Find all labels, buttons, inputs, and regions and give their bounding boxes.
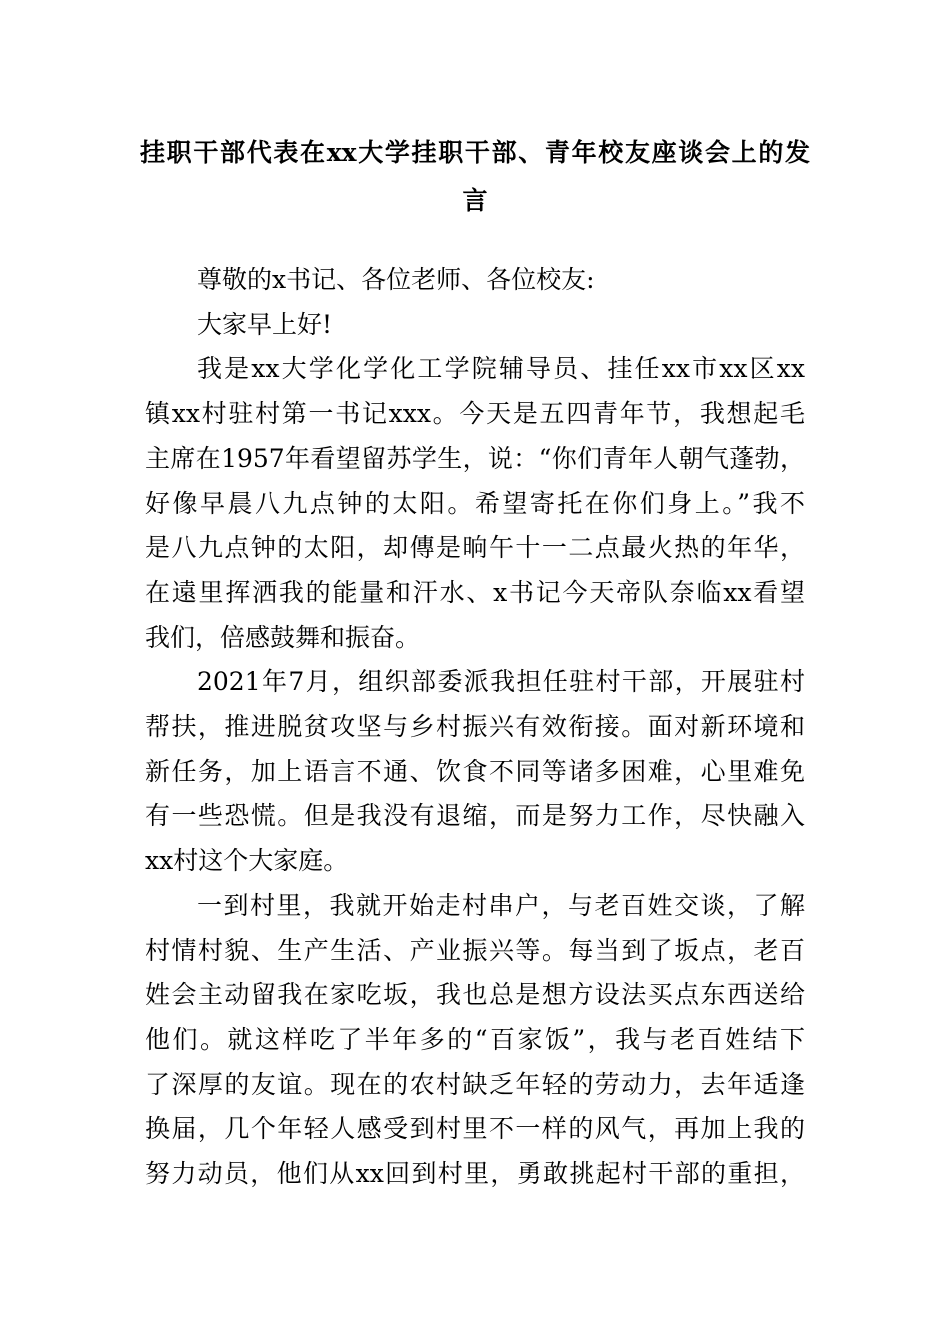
body-text-line: 好像早晨八九点钟的太阳。希望寄托在你们身上。”我不 bbox=[145, 488, 805, 518]
body-text-line: 镇xx村驻村第一书记xxx。今天是五四青年节，我想起毛 bbox=[145, 399, 805, 429]
document-title-line-2: 言 bbox=[462, 186, 488, 215]
body-text-line: 主席在1957年看望留苏学生，说：“你们青年人朝气蓬勃， bbox=[145, 443, 805, 473]
body-text-line: 换届，几个年轻人感受到村里不一样的风气，再加上我的 bbox=[145, 1114, 805, 1144]
body-text-line: 他们。就这样吃了半年多的“百家饭”，我与老百姓结下 bbox=[145, 1024, 805, 1054]
body-text-line: 了深厚的友谊。现在的农村缺乏年轻的劳动力，去年适逢 bbox=[145, 1069, 805, 1099]
body-text-line: 新任务，加上语言不通、饮食不同等诸多困难，心里难免 bbox=[145, 756, 805, 786]
body-text-line: 是八九点钟的太阳，却傳是晌午十一二点最火热的年华， bbox=[145, 533, 805, 563]
body-text-line: 有一些恐慌。但是我没有退缩，而是努力工作，尽快融入 bbox=[145, 801, 805, 831]
body-text-line: 姓会主动留我在家吃坂，我也总是想方设法买点东西送给 bbox=[145, 980, 805, 1010]
document-title-line-1: 挂职干部代表在xx大学挂职干部、青年校友座谈会上的发 bbox=[140, 138, 810, 167]
body-text-line: 努力动员，他们从xx回到村里，勇敢挑起村干部的重担， bbox=[145, 1159, 805, 1188]
body-text-line: xx村这个大家庭。 bbox=[145, 846, 349, 876]
body-text-line: 帮扶，推进脱贫攻坚与乡村振兴有效衔接。面对新环境和 bbox=[145, 712, 805, 741]
body-text-line: 我是xx大学化学化工学院辅导员、挂任xx市xx区xx bbox=[197, 354, 805, 384]
body-text-line: 我们，倍感鼓舞和振奋。 bbox=[145, 622, 421, 652]
body-text-line: 村情村貌、生产生活、产业振兴等。每当到了坂点，老百 bbox=[145, 935, 805, 965]
body-text-line: 尊敬的x书记、各位老师、各位校友: bbox=[197, 265, 595, 294]
body-text-line: 一到村里，我就开始走村串户，与老百姓交谈，了解 bbox=[197, 890, 805, 920]
body-text-line: 2021年7月，组织部委派我担任驻村干部，开展驻村 bbox=[197, 667, 805, 697]
body-text-line: 大家早上好! bbox=[197, 309, 333, 339]
body-text-line: 在遠里挥洒我的能量和汗水、x书记今天帝队奈临xx看望 bbox=[145, 577, 805, 607]
